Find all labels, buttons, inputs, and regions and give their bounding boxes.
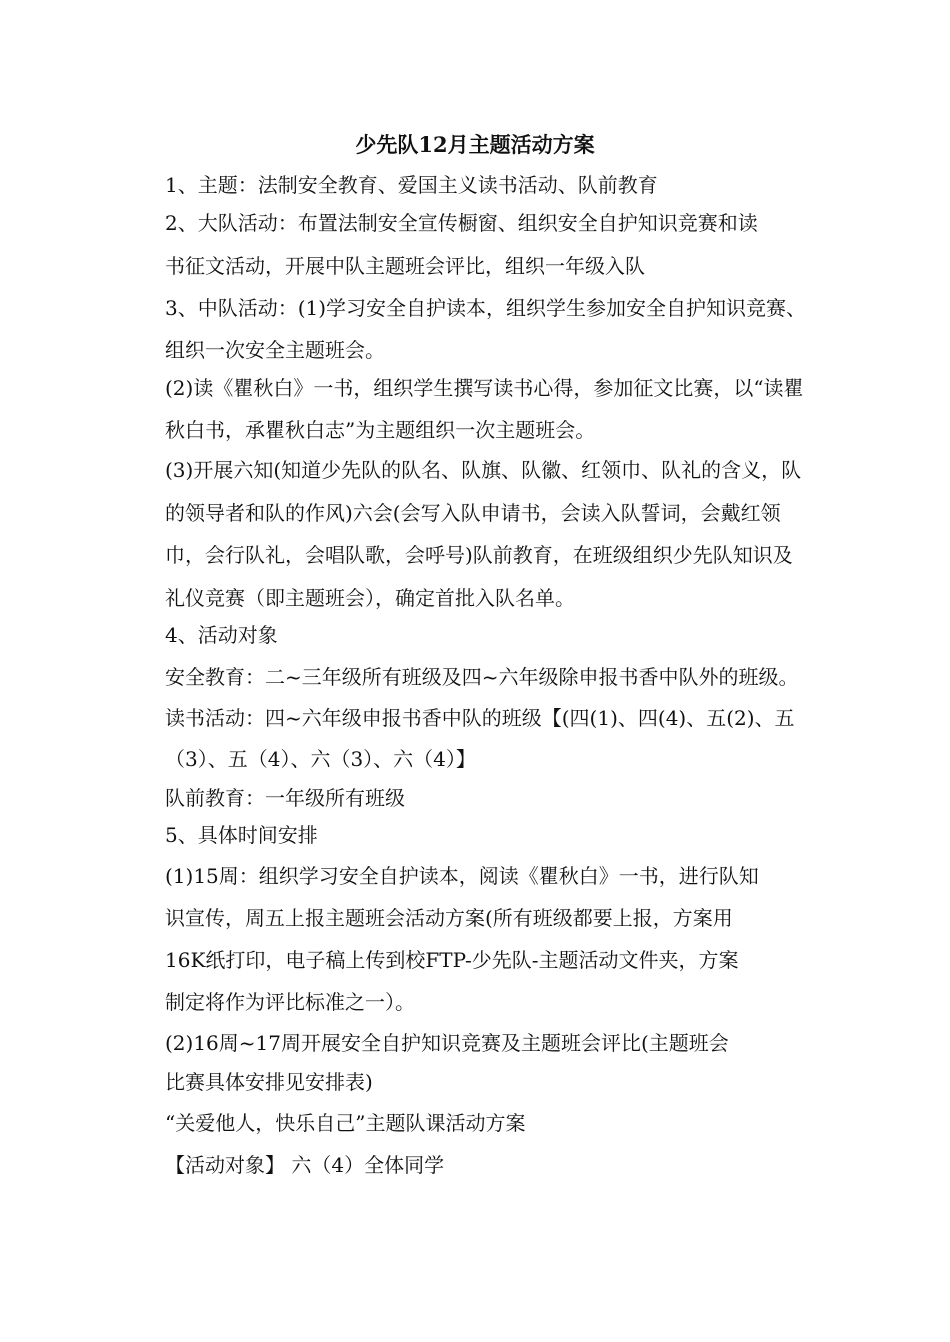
document-title: 少先队12月主题活动方案	[355, 132, 595, 157]
text-line-9: 的领导者和队的作风)六会(会写入队申请书，会读入队誓词，会戴红领	[165, 501, 781, 525]
text-line-8: (3)开展六知(知道少先队的队名、队旗、队徽、红领巾、队礼的含义，队	[165, 458, 802, 482]
text-line-5: 组织一次安全主题班会。	[165, 338, 385, 362]
text-line-22: (2)16周~17周开展安全自护知识竞赛及主题班会评比(主题班会	[165, 1031, 729, 1055]
text-line-4: 3、中队活动：(1)学习安全自护读本，组织学生参加安全自护知识竞赛、	[165, 296, 807, 320]
text-line-16: 队前教育：一年级所有班级	[165, 786, 405, 810]
text-line-14: 读书活动：四~六年级申报书香中队的班级【(四(1)、四(4)、五(2)、五	[165, 706, 795, 730]
text-line-19: 识宣传，周五上报主题班会活动方案(所有班级都要上报，方案用	[165, 906, 733, 930]
text-line-12: 4、活动对象	[165, 623, 278, 647]
text-line-3: 书征文活动，开展中队主题班会评比，组织一年级入队	[165, 254, 645, 278]
text-line-7: 秋白书，承瞿秋白志”为主题组织一次主题班会。	[165, 418, 596, 442]
text-line-17: 5、具体时间安排	[165, 823, 318, 847]
text-line-13: 安全教育：二~三年级所有班级及四~六年级除申报书香中队外的班级。	[165, 665, 799, 689]
text-line-2: 2、大队活动：布置法制安全宣传橱窗、组织安全自护知识竞赛和读	[165, 211, 758, 235]
text-line-6: (2)读《瞿秋白》一书，组织学生撰写读书心得，参加征文比赛，以“读瞿	[165, 376, 804, 400]
text-line-25: 【活动对象】 六（4）全体同学	[165, 1153, 445, 1177]
text-line-21: 制定将作为评比标准之一）。	[165, 990, 415, 1014]
text-line-18: (1)15周：组织学习安全自护读本，阅读《瞿秋白》一书，进行队知	[165, 864, 759, 888]
text-line-23: 比赛具体安排见安排表)	[165, 1070, 373, 1094]
text-line-1: 1、主题：法制安全教育、爱国主义读书活动、队前教育	[165, 173, 658, 197]
text-line-20: 16K纸打印，电子稿上传到校FTP-少先队-主题活动文件夹，方案	[165, 948, 739, 972]
text-line-24: “关爱他人，快乐自己”主题队课活动方案	[165, 1111, 526, 1135]
text-line-15: （3）、五（4）、六（3）、六（4）】	[165, 747, 476, 771]
text-line-11: 礼仪竞赛（即主题班会），确定首批入队名单。	[165, 586, 575, 610]
text-line-10: 巾，会行队礼，会唱队歌，会呼号)队前教育，在班级组织少先队知识及	[165, 543, 793, 567]
